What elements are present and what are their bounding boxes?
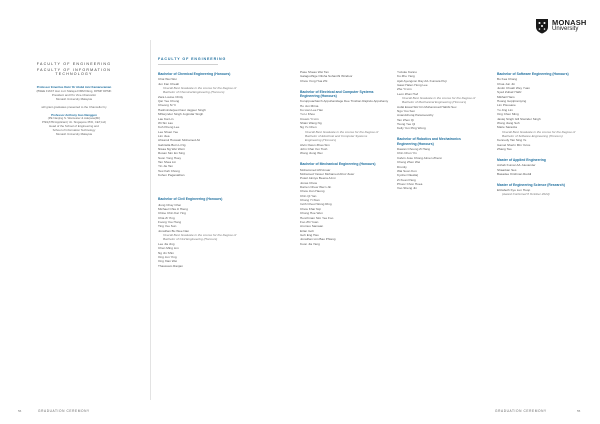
degree-heading: Bachelor of Robotics and Mechatronics Engineering (Honours) (397, 137, 461, 146)
graduate-name: Isaac Halen Hong Lee (397, 83, 428, 88)
graduate-name: Chew Khar Nqi (300, 206, 321, 211)
right-footer-label: GRADUATION CEREMONY (495, 409, 547, 413)
graduate-name: Ko Lian Lee Han (300, 108, 324, 113)
spacer (300, 156, 382, 161)
graduate-name: Arumuu Samaan (300, 224, 324, 229)
graduate-name: Cheong Si Yi (158, 103, 176, 108)
graduate-name: Henchman Sim Yee Foo (300, 215, 334, 220)
graduate-name: Cheng Zhen Wei (397, 160, 421, 165)
graduate-name: Zhang Tao (497, 146, 512, 151)
graduate-name: Kohen Paganathan (158, 172, 185, 177)
presenter-line: (BSEE FIAST Hon LLC Malaya FIMM FEng, DPMP DPMK (36, 88, 112, 93)
graduate-name: Jastej Singh Gill Siwinder Singh (497, 116, 541, 121)
graduate-name: Jun Fan Cheah (158, 81, 180, 86)
graduate-name: Koh Kheng Lee (158, 125, 180, 130)
graduate-name: Ahsanul Hussain Mohamed Ali (158, 138, 200, 143)
graduate-name: Pase Sheau Wei Tan (300, 70, 329, 74)
graduate-name: Shain Wang Ng (300, 121, 322, 126)
dean-line: Monash University Malaysia (56, 132, 92, 137)
graduate-name: Syed Zubair Hafiz (497, 90, 522, 95)
graduate-name: Puteri Aimiye Beena Azmi (300, 176, 336, 181)
graduate-name: Goh Eng Hao (300, 232, 319, 237)
graduate-name: Incih Cheol Wong Ring (300, 202, 332, 207)
graduate-name: Wong Jiang Soh (497, 120, 520, 125)
graduate-name: Drunity (397, 164, 407, 169)
graduate-name: Kelly Yen Ping Wong (397, 126, 426, 131)
graduate-name: Chong Hoe Wen (300, 211, 323, 216)
graduate-name: Chew Jiun Haong (300, 189, 325, 194)
graduate-name: Anandchoraj Paramesothy (397, 113, 434, 118)
spacer (300, 83, 382, 88)
graduate-name: Chong Yi Xian (300, 198, 320, 203)
graduate-name: Marie Saravita (497, 125, 517, 130)
graduate-name: Koon Jia Yang (300, 241, 320, 246)
presenter-line: Monash University Malaysia (56, 96, 92, 101)
graduate-name: Jonathan Lim Bao Phiang (300, 237, 336, 242)
presented-line: will grant graduates presented to the Chancellor by (41, 104, 107, 109)
presenter-line: President and Pro Vice-Chancellor (51, 92, 97, 97)
graduate-name: Ng Yu Chen (300, 125, 317, 130)
graduate-name: Wai Soon Kon (397, 168, 417, 173)
graduate-name: Erlan Goh (300, 228, 314, 233)
award-note: Overall Best Graduate in the course for the Degree of Bachelor of Software Engineering (Honours) (502, 129, 576, 138)
monash-logo (535, 18, 587, 34)
graduate-name: Leon Zhan Hu/i (397, 91, 419, 96)
left-title-1: FACULTY OF ENGINEERING (36, 62, 112, 66)
graduate-name: Foo Zhi Yuan (300, 219, 319, 224)
graduate-name: Mhlwynder Singh Jogindar Singh (158, 112, 204, 117)
graduate-name: Chew Yong Hua Zhi (300, 78, 328, 83)
graduate-name: Jiung Chay Chai (158, 202, 181, 207)
graduate-name: Yu Li Khoo (300, 112, 315, 117)
spacer (158, 191, 246, 196)
graduate-name: Chai Wei Wei (158, 77, 177, 82)
graduate-name: Michael Chia Ji Hieng (158, 207, 188, 212)
graduate-name: Cream Yi Lim (300, 116, 319, 121)
graduate-name: Ong Jun Ying (158, 254, 177, 259)
graduate-name: Mikhail Hans (497, 94, 515, 99)
graduate-name: Ngo Yoo Sen (397, 109, 416, 114)
logo-line2: University (552, 26, 579, 32)
graduate-name: Mohammed Afif Anuar (300, 167, 331, 172)
graduate-name: Yuzuke Kanno (397, 70, 417, 74)
award-note: Overall Best Graduate in the course for the Degree of Bachelor of Mechanical Engineering (Honours) (402, 96, 476, 105)
graduate-name: Lau Kai Lin (158, 116, 174, 121)
graduate-name: Kyohei Okeida) (397, 173, 419, 178)
graduate-name: Ting Yee Sun (158, 224, 177, 229)
presenter-name: Professor Emeritus Dato' Dr Abdul Aziz Kamaruzaman (36, 85, 112, 89)
graduate-name: Ajeli Ayengcon Ray A/L Kumara Puji (397, 78, 447, 83)
graduate-name: Ng Jin Shin (158, 250, 174, 255)
graduate-name: Foong Yoe Hong (158, 220, 182, 225)
names-column-4 (497, 70, 582, 197)
graduate-name: Dawan Choong Zi Hang (397, 147, 431, 152)
graduate-name: Lee Shuet Yee (158, 129, 179, 134)
graduate-name: Jonas Chew (300, 180, 318, 185)
graduate-name: Thasssam Ranjan (158, 263, 183, 268)
graduate-name: Yu Jing Lim (497, 107, 513, 112)
dean-line: (PE Nanjing S. Warcester & Ade(aoa)Mr) (47, 116, 101, 121)
left-title-2: FACULTY OF INFORMATION TECHNOLOGY (36, 68, 112, 76)
dean-line: Head of the School of Engineering and (49, 124, 99, 129)
graduate-name: Ku Zhe Yang (397, 74, 415, 79)
graduate-name: Wi Sin Lau (158, 120, 173, 125)
degree-heading: Master of Applied Engineering (497, 157, 546, 162)
degree-heading: Bachelor of Civil Engineering (Honours) (158, 197, 223, 202)
graduate-name: Yin Jie Tan (158, 164, 173, 169)
graduate-name: Kennedy Tan Sing Ye (497, 138, 527, 143)
spacer (497, 176, 582, 181)
graduate-name: Chua Jun Jin (497, 81, 516, 86)
graduate-name: Nisaa Ng Wei Wern (158, 146, 186, 151)
graduate-name: Chen Ming Lim (158, 246, 179, 251)
degree-heading: Master of Engineering Science (Research) (497, 182, 565, 187)
graduate-name: Tan Shea Lin (158, 159, 177, 164)
graduate-name: Voo Sheng Jin (397, 186, 417, 191)
award-note: Overall Best Graduate in the course for the Degree of Bachelor of Chemical Engineering (Honours) (163, 86, 237, 95)
degree-heading: Bachelor of Chemical Engineering (Honours) (158, 72, 231, 76)
graduate-name: Kuruppuacharch Appuhamilage Dee Tinshan Rajindu Appuhamy (300, 99, 389, 104)
graduate-name: Ong Xian Wei (158, 259, 178, 264)
graduate-name: Bo Kea Chang (497, 77, 518, 82)
spacer (397, 131, 479, 136)
degree-heading: Bachelor of Mechanical Engineering (Honours) (300, 162, 376, 167)
graduate-name: Ong Chen Ming (497, 112, 519, 117)
graduate-name: Galagodhige Olisha Sohanthi Windsor (300, 74, 353, 79)
graduate-name: Elizabeth Kye Lun Hoop (497, 188, 531, 193)
graduate-name: Mohamed Yasser Mohamed Afroz Zeier (300, 172, 355, 177)
graduate-name: Hashvinderjeet Kaur Jagjeer Singh (158, 107, 206, 112)
graduate-name: Soon Yong Huey (158, 155, 182, 160)
graduate-name: Gamel Sherin Min Yerce (497, 142, 531, 147)
graduate-name: Ashab Kumar A/L Alexander (497, 163, 536, 168)
graduate-name: Aufal Essal Sitz bin Muhammad Habibi Sex (397, 104, 457, 109)
faculty-label: FACULTY OF ENGINEERING (158, 57, 227, 61)
graduate-name: Justin Chuah Wey Yuan (497, 86, 530, 91)
degree-heading: Bachelor of Electrical and Computer Systems Engineering (Honours) (300, 89, 374, 98)
award-note: Overall Best Graduate in the course for the Degree of Bachelor of Civil Engineering (Honours) (163, 233, 237, 242)
dean-line: PhD(ATM Applicant) 'At. Singapore PhD, CET,Ltd) (41, 120, 107, 125)
award-note: (Award Conferred 8 October 2024) (502, 192, 550, 197)
graduate-name: Darren Chew Wern Jin (300, 185, 332, 190)
award-note: Overall Best Graduate in the course for the Degree of Bachelor of Electrical and Computer Systems Engineering (Honours) (305, 129, 379, 143)
names-column-2 (300, 70, 389, 246)
presenter-block (18, 86, 130, 137)
graduate-name: Jonathan Bu Wee Nan (158, 228, 190, 233)
logo-line1: MONASH (552, 18, 587, 27)
graduate-name: Hoang Gopipramying (497, 99, 527, 104)
graduate-name: Basadee Krishnan Reddi (497, 171, 532, 176)
graduate-name: Zhe Yi Lim (397, 87, 412, 92)
graduate-name: Ho Jun Mirna (300, 103, 319, 108)
graduate-name: Calvin Jose Chong Almen Zhenn (397, 155, 443, 160)
dean-line: School of Information Technology (52, 128, 96, 133)
right-page-number: 55 (577, 409, 581, 413)
graduate-name: Phuoc Chon Hoea (397, 181, 423, 186)
left-page-number: 56 (18, 409, 22, 413)
degree-heading: Bachelor of Software Engineering (Honours) (497, 72, 569, 76)
graduate-name: John Chai Yen Tsoh (300, 147, 328, 152)
monash-crest-icon (535, 18, 549, 34)
graduate-name: Lee Jia Jing (158, 241, 175, 246)
graduate-name: Gabriella Buin Li Ng (158, 142, 186, 147)
names-column-1 (158, 70, 246, 268)
graduate-name: Wong Jiong Wei (300, 151, 323, 156)
graduate-name: Shaarkan Ses (497, 167, 517, 172)
graduate-name: Chin Qi Yan (300, 193, 317, 198)
graduate-name: Rosan Sim En Sing (158, 151, 185, 156)
graduate-name: Alvin Owen Zhao Sim (300, 142, 330, 147)
graduate-name: Lim Jiea (158, 133, 170, 138)
left-footer-label: GRADUATION CEREMONY (38, 409, 90, 413)
graduate-name: Zara Louise Chitty (158, 94, 184, 99)
faculty-rule (158, 64, 218, 65)
graduate-name: Chloe Chin Kar Ying (158, 211, 186, 216)
graduate-name: Chia Zi Ying (158, 215, 175, 220)
graduate-name: Chin Chun Yin (397, 151, 417, 156)
names-column-3 (397, 70, 479, 191)
page-divider (150, 40, 151, 400)
graduate-name: Tew Kah Chong (158, 168, 180, 173)
graduate-name: Tan Zhen Qi (397, 117, 414, 122)
dean-name: Professor Anthony Guo Nanggon (51, 112, 97, 117)
graduate-name: Lim Pisooane (497, 103, 516, 108)
graduate-name: Qar Yee Chong (158, 99, 180, 104)
graduate-name: Tsong Yee Qi (397, 122, 416, 127)
graduate-name: Zi Xuan Pang (397, 177, 416, 182)
spacer (497, 151, 582, 156)
